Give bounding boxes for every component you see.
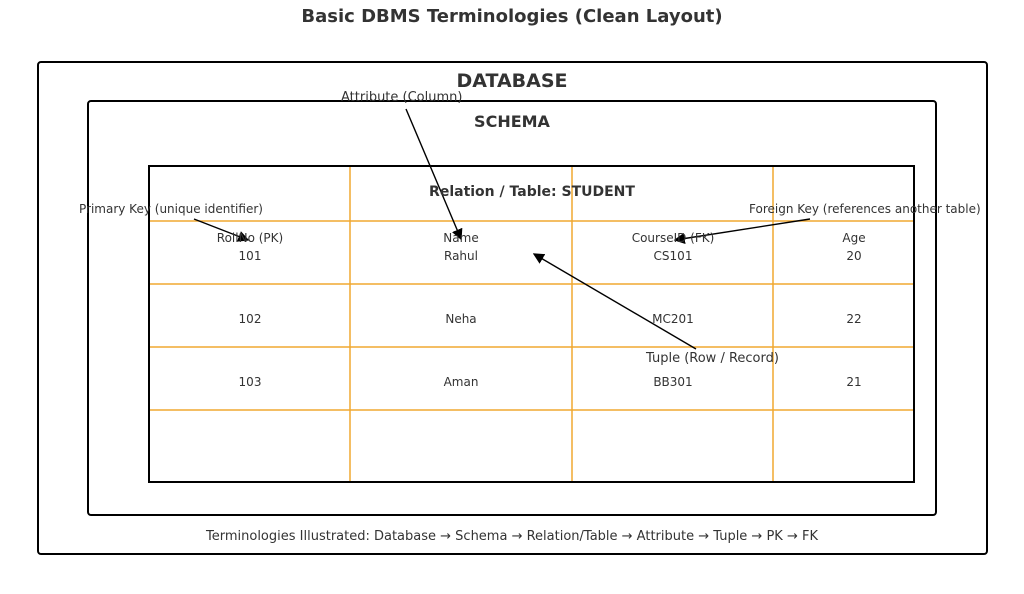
table-cell: Rahul	[444, 249, 478, 263]
footer-caption: Terminologies Illustrated: Database → Schema → Relation/Table → Attribute → Tuple → PK → FK	[206, 529, 818, 544]
header-rollno: RollNo (PK)	[216, 231, 284, 245]
table-cell: 102	[238, 312, 262, 326]
primary-key-annotation: Primary Key (unique identifier)	[79, 202, 263, 216]
header-courseid: CourseID (FK)	[631, 231, 715, 245]
table-cell: CS101	[653, 249, 693, 263]
table-cell: 22	[846, 312, 862, 326]
table-cell: 101	[238, 249, 262, 263]
relation-title: Relation / Table: STUDENT	[429, 184, 635, 200]
header-name: Name	[443, 231, 479, 245]
header-age: Age	[842, 231, 866, 245]
attribute-annotation: Attribute (Column)	[341, 90, 463, 105]
database-label: DATABASE	[456, 70, 568, 92]
table-cell: Neha	[445, 312, 477, 326]
attribute-arrow	[406, 109, 461, 239]
table-cell: 21	[846, 375, 862, 389]
tuple-arrow	[534, 254, 696, 349]
table-cell: MC201	[652, 312, 694, 326]
tuple-annotation: Tuple (Row / Record)	[646, 351, 779, 366]
foreign-key-annotation: Foreign Key (references another table)	[749, 202, 981, 216]
schema-label: SCHEMA	[474, 112, 550, 131]
table-cell: Aman	[443, 375, 479, 389]
table-cell: BB301	[653, 375, 693, 389]
table-cell: 103	[238, 375, 262, 389]
table-cell: 20	[846, 249, 862, 263]
diagram-title: Basic DBMS Terminologies (Clean Layout)	[301, 6, 723, 27]
